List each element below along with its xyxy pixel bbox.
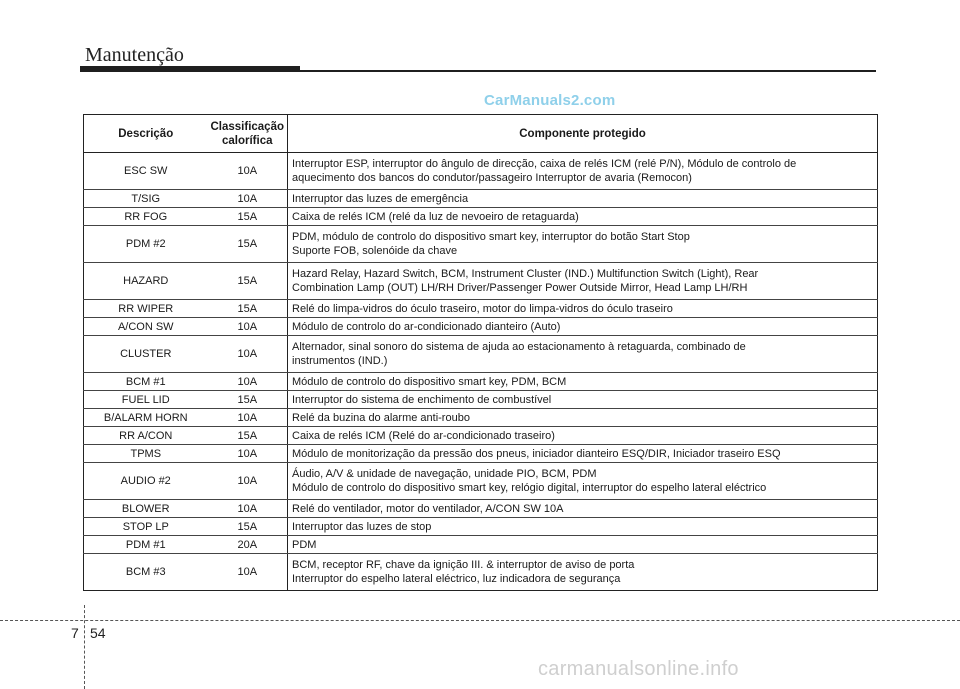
watermark-top: CarManuals2.com	[484, 92, 616, 109]
fuse-rating: 10A	[208, 318, 288, 336]
component-line: Interruptor do espelho lateral eléctrico, luz indicadora de segurança	[292, 573, 621, 585]
fuse-table	[83, 114, 878, 591]
component-line: Caixa de relés ICM (Relé do ar-condicionado traseiro)	[292, 429, 555, 442]
section-title: Manutenção	[85, 44, 184, 66]
component-line: Relé do ventilador, motor do ventilador, A/CON SW 10A	[292, 502, 564, 515]
fuse-rating: 15A	[208, 391, 288, 409]
component-line: Combination Lamp (OUT) LH/RH Driver/Passenger Power Outside Mirror, Head Lamp LH/RH	[292, 282, 748, 294]
fuse-rating: 15A	[208, 427, 288, 445]
fuse-description: TPMS	[84, 445, 208, 463]
fuse-rating: 10A	[208, 409, 288, 427]
fuse-rating: 10A	[208, 373, 288, 391]
fuse-rating: 10A	[208, 153, 288, 190]
fuse-description: T/SIG	[84, 190, 208, 208]
component-line: aquecimento dos bancos do condutor/passageiro Interruptor de avaria (Remocon)	[292, 172, 692, 184]
component-line: Áudio, A/V & unidade de navegação, unidade PIO, BCM, PDM	[292, 468, 597, 480]
table-row	[84, 153, 878, 190]
fuse-description: HAZARD	[84, 263, 208, 300]
table-row	[84, 373, 878, 391]
table-row	[84, 318, 878, 336]
footer-divider-horizontal	[0, 620, 960, 621]
protected-component	[288, 190, 878, 208]
protected-component	[288, 500, 878, 518]
header-description: Descrição	[84, 115, 208, 153]
protected-component	[288, 373, 878, 391]
fuse-description: RR A/CON	[84, 427, 208, 445]
table-row	[84, 208, 878, 226]
fuse-description: PDM #2	[84, 226, 208, 263]
table-header-row	[84, 115, 878, 153]
fuse-description: B/ALARM HORN	[84, 409, 208, 427]
fuse-rating: 10A	[208, 463, 288, 500]
fuse-description: A/CON SW	[84, 318, 208, 336]
component-line: Interruptor das luzes de emergência	[292, 192, 469, 205]
component-line: Caixa de relés ICM (relé da luz de nevoeiro de retaguarda)	[292, 210, 579, 223]
table-row	[84, 463, 878, 500]
table-row	[84, 300, 878, 318]
fuse-rating: 10A	[237, 566, 258, 578]
header-component: Componente protegido	[288, 115, 878, 153]
protected-component	[288, 536, 878, 554]
component-line: Módulo de monitorização da pressão dos pneus, iniciador dianteiro ESQ/DIR, Iniciador traseiro ESQ	[292, 447, 781, 460]
table-row	[84, 518, 878, 536]
protected-component	[288, 463, 878, 500]
protected-component	[288, 427, 878, 445]
page-number: 54	[90, 625, 106, 641]
protected-component	[288, 263, 878, 300]
fuse-description: BCM #3	[125, 566, 166, 578]
protected-component	[288, 409, 878, 427]
fuse-description: ESC SW	[84, 153, 208, 190]
protected-component	[288, 153, 878, 190]
table-row	[84, 500, 878, 518]
component-line: Relé da buzina do alarme anti-roubo	[292, 411, 470, 424]
protected-component	[288, 318, 878, 336]
header-rating-line1: Classificação	[210, 120, 284, 133]
protected-component	[288, 226, 878, 263]
component-line: Módulo de controlo do ar-condicionado dianteiro (Auto)	[292, 320, 561, 333]
table-row	[84, 190, 878, 208]
title-underline-thin	[300, 70, 876, 72]
chapter-number: 7	[71, 625, 79, 641]
fuse-rating: 10A	[208, 500, 288, 518]
component-line: PDM	[292, 538, 317, 551]
table-row	[84, 427, 878, 445]
component-line: Módulo de controlo do dispositivo smart key, relógio digital, interruptor do espelho lateral eléctrico	[292, 482, 767, 494]
component-line: Interruptor das luzes de stop	[292, 520, 432, 533]
protected-component	[288, 445, 878, 463]
table-row	[84, 409, 878, 427]
header-rating	[208, 115, 288, 153]
fuse-description: BCM #1	[84, 373, 208, 391]
fuse-rating: 10A	[208, 445, 288, 463]
title-underline-thick	[80, 66, 300, 72]
fuse-rating: 15A	[208, 208, 288, 226]
protected-component	[288, 391, 878, 409]
component-line: Suporte FOB, solenóide da chave	[292, 245, 458, 257]
table-row	[84, 226, 878, 263]
protected-component	[288, 518, 878, 536]
component-line: Relé do limpa-vidros do óculo traseiro, motor do limpa-vidros do óculo traseiro	[292, 302, 673, 315]
fuse-description: BLOWER	[84, 500, 208, 518]
component-line: Interruptor do sistema de enchimento de combustível	[292, 393, 552, 406]
component-line: PDM, módulo de controlo do dispositivo smart key, interruptor do botão Start Stop	[292, 231, 690, 243]
fuse-description: FUEL LID	[84, 391, 208, 409]
fuse-description: AUDIO #2	[84, 463, 208, 500]
table-row	[84, 536, 878, 554]
fuse-description: STOP LP	[84, 518, 208, 536]
fuse-rating: 10A	[208, 336, 288, 373]
component-line: BCM, receptor RF, chave da ignição III. & interruptor de aviso de porta	[292, 559, 635, 571]
table-row	[84, 336, 878, 373]
protected-component	[288, 300, 878, 318]
component-line: Hazard Relay, Hazard Switch, BCM, Instrument Cluster (IND.) Multifunction Switch (Light), Rear	[292, 268, 759, 280]
fuse-rating: 20A	[208, 536, 288, 554]
table-row	[84, 263, 878, 300]
component-line: Interruptor ESP, interruptor do ângulo de direcção, caixa de relés ICM (relé P/N), Módulo de controlo de	[292, 158, 797, 170]
table-body	[84, 153, 878, 591]
fuse-rating: 15A	[208, 518, 288, 536]
fuse-rating: 15A	[208, 263, 288, 300]
component-line: Alternador, sinal sonoro do sistema de ajuda ao estacionamento à retaguarda, combinado de	[292, 341, 746, 353]
fuse-rating: 15A	[208, 226, 288, 263]
protected-component	[288, 554, 878, 591]
fuse-description: CLUSTER	[84, 336, 208, 373]
table-row	[84, 391, 878, 409]
protected-component	[288, 208, 878, 226]
protected-component	[288, 336, 878, 373]
component-line: instrumentos (IND.)	[292, 355, 388, 367]
footer-divider-vertical	[84, 605, 85, 689]
fuse-description: RR FOG	[84, 208, 208, 226]
fuse-description: RR WIPER	[84, 300, 208, 318]
table-row	[84, 554, 878, 591]
component-line: Módulo de controlo do dispositivo smart key, PDM, BCM	[292, 375, 567, 388]
fuse-rating: 15A	[208, 300, 288, 318]
table-row	[84, 445, 878, 463]
watermark-bottom: carmanualsonline.info	[538, 658, 739, 680]
header-rating-line2: calorífica	[222, 134, 273, 147]
fuse-rating: 10A	[208, 190, 288, 208]
fuse-description: PDM #1	[84, 536, 208, 554]
